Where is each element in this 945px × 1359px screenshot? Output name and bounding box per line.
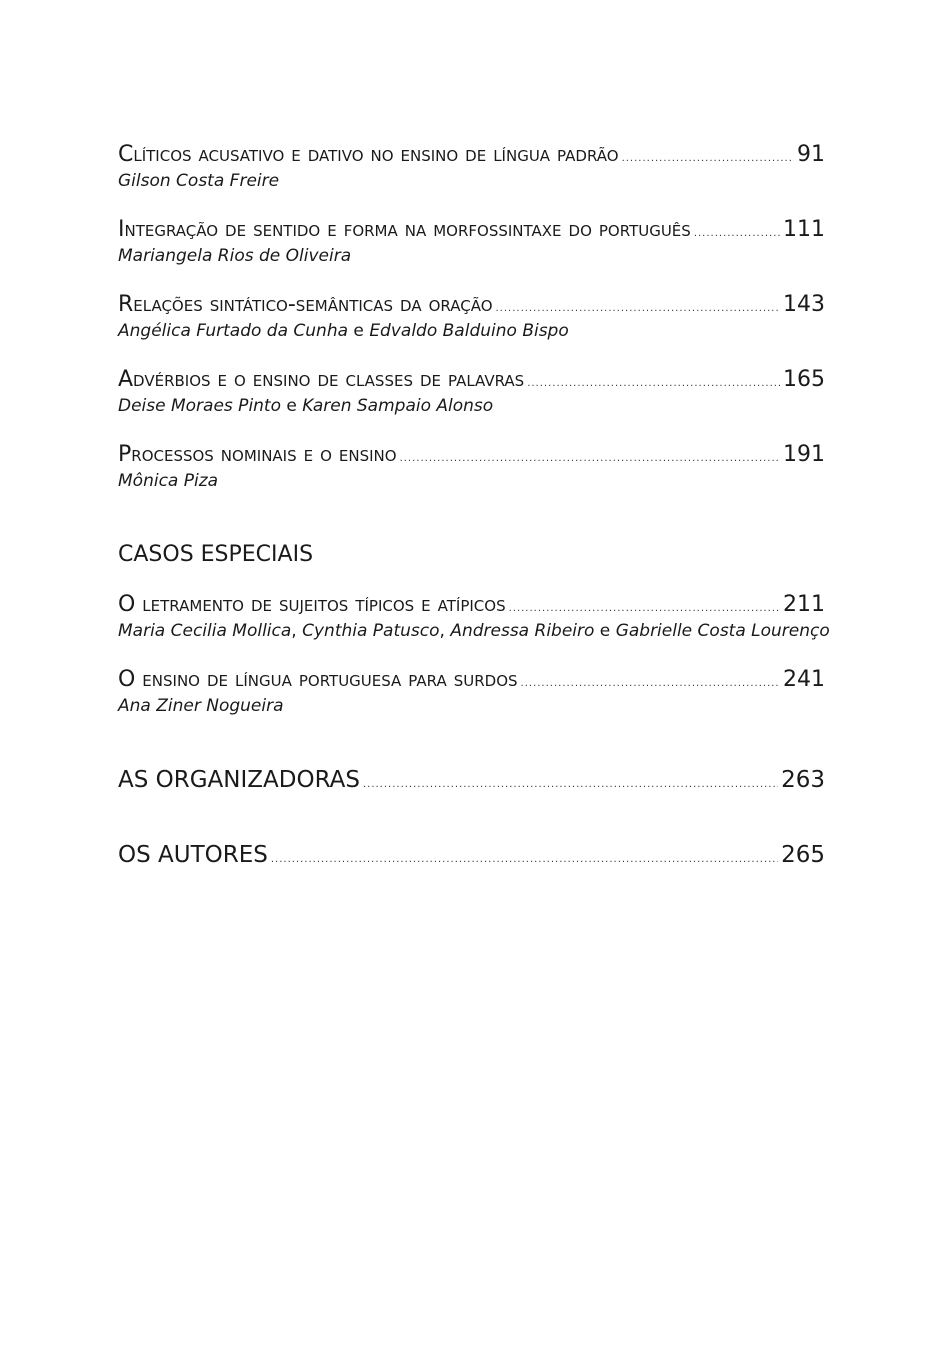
page-number: 265: [781, 842, 825, 868]
entry-authors: [118, 396, 825, 416]
entry-authors: [118, 621, 830, 641]
toc-entry-major: [118, 767, 825, 842]
entry-title: O ensino de língua portuguesa para surdos: [118, 667, 518, 692]
section-heading: CASOS ESPECIAIS: [118, 542, 314, 567]
toc-entry-line: [118, 767, 825, 793]
dot-leader: [496, 303, 781, 314]
author-name: Maria Cecilia Mollica: [118, 621, 292, 641]
toc-entry-line: [118, 592, 825, 617]
author-name: Deise Moraes Pinto: [118, 396, 282, 416]
entry-authors: [118, 246, 825, 266]
page-number: 263: [781, 767, 825, 793]
page-number: 241: [783, 667, 825, 692]
author-name: Gilson Costa Freire: [118, 171, 280, 191]
author-name: Andressa Ribeiro: [450, 621, 595, 641]
entry-title: O letramento de sujeitos típicos e atípicos: [118, 592, 506, 617]
page-number: 143: [783, 292, 825, 317]
dot-leader: [400, 453, 780, 464]
entry-title: Relações sintático-semânticas da oração: [118, 292, 493, 317]
dot-leader: [694, 228, 780, 239]
table-of-contents: [118, 142, 830, 917]
toc-entry: [118, 592, 830, 667]
author-name: Ana Ziner Nogueira: [118, 696, 284, 716]
toc-entry-line: [118, 667, 825, 692]
entry-title: Integração de sentido e forma na morfossintaxe do português: [118, 217, 691, 242]
author-name: Mariangela Rios de Oliveira: [118, 246, 352, 266]
toc-entry-line: [118, 442, 825, 467]
entry-authors: [118, 321, 825, 341]
toc-entry-line: [118, 217, 825, 242]
author-name: Mônica Piza: [118, 471, 219, 491]
page-number: 191: [783, 442, 825, 467]
toc-entry-line: [118, 367, 825, 392]
toc-entry: [118, 142, 825, 217]
author-name: Edvaldo Balduino Bispo: [369, 321, 569, 341]
toc-entry-line: [118, 842, 825, 868]
author-name: Gabrielle Costa Lourenço: [615, 621, 830, 641]
toc-entry-line: [118, 142, 825, 167]
entry-title: Advérbios e o ensino de classes de palavras: [118, 367, 525, 392]
author-separator: e: [281, 396, 303, 416]
author-name: Angélica Furtado da Cunha: [118, 321, 349, 341]
page-number: 91: [797, 142, 825, 167]
page-number: 111: [783, 217, 825, 242]
toc-entry: [118, 292, 825, 367]
entry-authors: [118, 471, 825, 491]
author-separator: ,: [439, 621, 451, 641]
entry-authors: [118, 696, 825, 716]
toc-entry: [118, 217, 825, 292]
dot-leader: [622, 153, 794, 164]
dot-leader: [271, 854, 778, 865]
toc-entry-line: [118, 292, 825, 317]
toc-entry: [118, 442, 825, 517]
dot-leader: [527, 378, 780, 389]
entry-title: Processos nominais e o ensino: [118, 442, 397, 467]
author-name: Cynthia Patusco: [302, 621, 440, 641]
author-separator: e: [594, 621, 616, 641]
toc-entry: [118, 367, 825, 442]
page-number: 211: [783, 592, 825, 617]
spacer: [118, 742, 825, 767]
entry-title: Clíticos acusativo e dativo no ensino de língua padrão: [118, 142, 619, 167]
dot-leader: [363, 779, 778, 790]
author-name: Karen Sampaio Alonso: [302, 396, 494, 416]
author-separator: ,: [291, 621, 303, 641]
entry-authors: [118, 171, 825, 191]
dot-leader: [521, 678, 780, 689]
dot-leader: [509, 603, 780, 614]
toc-entry: [118, 667, 825, 742]
entry-title: OS AUTORES: [118, 842, 268, 868]
entry-title: AS ORGANIZADORAS: [118, 767, 360, 793]
page-number: 165: [783, 367, 825, 392]
author-separator: e: [348, 321, 370, 341]
toc-entry-major: [118, 842, 825, 917]
